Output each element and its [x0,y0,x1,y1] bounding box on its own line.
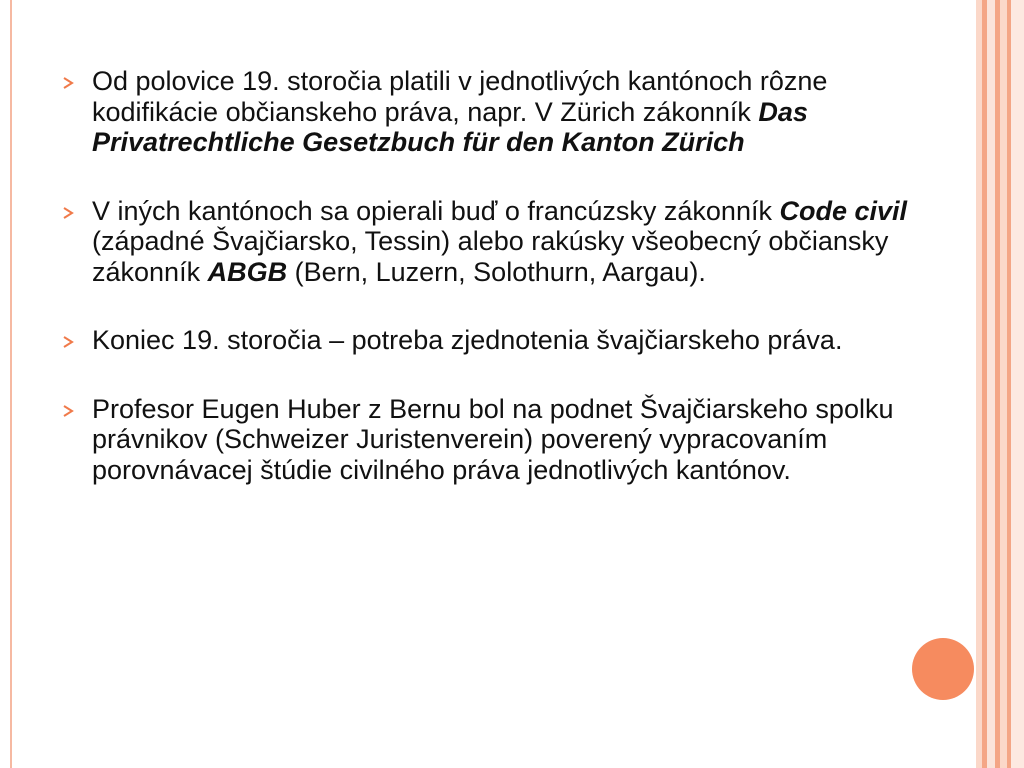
slide-content [62,66,922,523]
bullet-text: V iných kantónoch sa opierali buď o francúzsky zákonník Code civil (západné Švajčiarsko, Tessin) alebo rakúsky všeobecný občiansky zákonník ABGB (Bern, Luzern, Solothurn, Aargau). [92,195,908,287]
left-border-line [10,0,12,768]
bullet-item [62,196,922,288]
right-decorative-stripes [976,0,1024,768]
arrow-bullet-icon [62,394,92,418]
bullet-text: Profesor Eugen Huber z Bernu bol na podnet Švajčiarskeho spolku právnikov (Schweizer Juristenverein) poverený vypracovaním porovnávacej štúdie civilného práva jednotlivých kantónov. [92,393,894,485]
bullet-text: Od polovice 19. storočia platili v jednotlivých kantónoch rôzne kodifikácie občianskeho práva, napr. V Zürich zákonník Das Privatrechtliche Gesetzbuch für den Kanton Zürich [92,66,828,157]
decorative-circle [912,638,974,700]
bullet-item [62,394,922,486]
bullet-item [62,325,922,356]
arrow-bullet-icon [62,325,92,349]
bullet-text: Koniec 19. storočia – potreba zjednotenia švajčiarskeho práva. [92,325,843,355]
arrow-bullet-icon [62,66,92,90]
arrow-bullet-icon [62,196,92,220]
bullet-item [62,66,922,158]
